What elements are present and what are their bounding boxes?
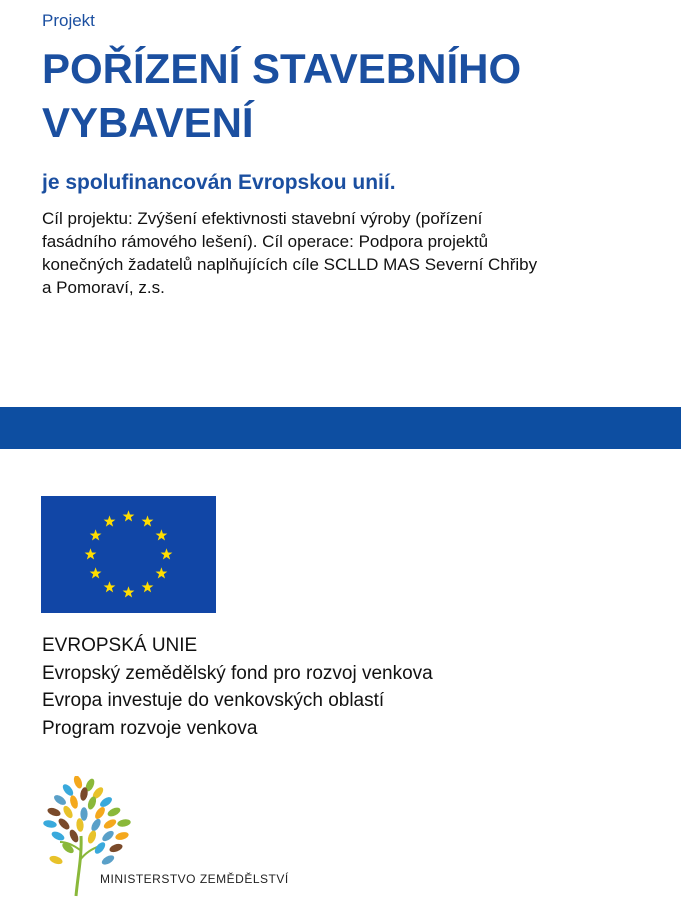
description-line: Cíl projektu: Zvýšení efektivnosti stavební výroby (pořízení xyxy=(42,209,483,228)
tree-leaf-icon xyxy=(48,854,63,865)
description-line: a Pomoraví, z.s. xyxy=(42,278,165,297)
project-title-line-1: POŘÍZENÍ STAVEBNÍHO xyxy=(42,45,522,92)
description-line: konečných žadatelů naplňujících cíle SCLLD MAS Severní Chřiby xyxy=(42,255,538,274)
eu-slogan: Evropa investuje do venkovských oblastí xyxy=(42,690,385,711)
tree-leaf-icon xyxy=(57,817,72,832)
tree-leaf-icon xyxy=(117,818,132,827)
project-subtitle: je spolufinancován Evropskou unií. xyxy=(42,171,396,194)
tree-leaf-icon xyxy=(80,807,87,821)
tree-leaf-icon xyxy=(102,817,117,830)
tree-leaf-icon xyxy=(89,817,102,832)
eu-program-name: Program rozvoje venkova xyxy=(42,717,258,739)
eu-fund-name: Evropský zemědělský fond pro rozvoj venkova xyxy=(42,662,433,684)
blue-divider-band xyxy=(0,407,681,449)
tree-leaf-icon xyxy=(114,831,129,841)
tree-leaf-icon xyxy=(50,830,65,842)
project-title xyxy=(42,42,662,150)
tree-leaf-icon xyxy=(98,795,113,809)
tree-leaf-icon xyxy=(43,819,58,828)
project-kicker: Projekt xyxy=(42,11,95,30)
tree-leaf-icon xyxy=(72,776,83,790)
eu-funding-text xyxy=(42,632,433,742)
tree-leaf-icon xyxy=(108,842,123,853)
tree-leaf-icon xyxy=(86,829,97,844)
tree-leaf-icon xyxy=(93,805,107,820)
description-line: fasádního rámového lešení). Cíl operace: Podpora projektů xyxy=(42,232,489,251)
tree-leaf-icon xyxy=(61,782,75,797)
tree-leaf-icon xyxy=(69,794,79,809)
tree-leaf-icon xyxy=(52,793,67,807)
tree-leaf-icon xyxy=(100,853,115,866)
project-title-line-2: VYBAVENÍ xyxy=(42,99,254,146)
project-description xyxy=(42,207,642,299)
eu-flag-icon xyxy=(41,496,216,613)
tree-leaf-icon xyxy=(100,829,115,843)
ministry-name: MINISTERSTVO ZEMĚDĚLSTVÍ xyxy=(100,872,289,886)
eu-union-name: EVROPSKÁ UNIE xyxy=(42,635,198,656)
tree-leaf-icon xyxy=(68,828,80,843)
tree-leaf-icon xyxy=(46,806,61,817)
tree-leaf-icon xyxy=(106,806,121,818)
